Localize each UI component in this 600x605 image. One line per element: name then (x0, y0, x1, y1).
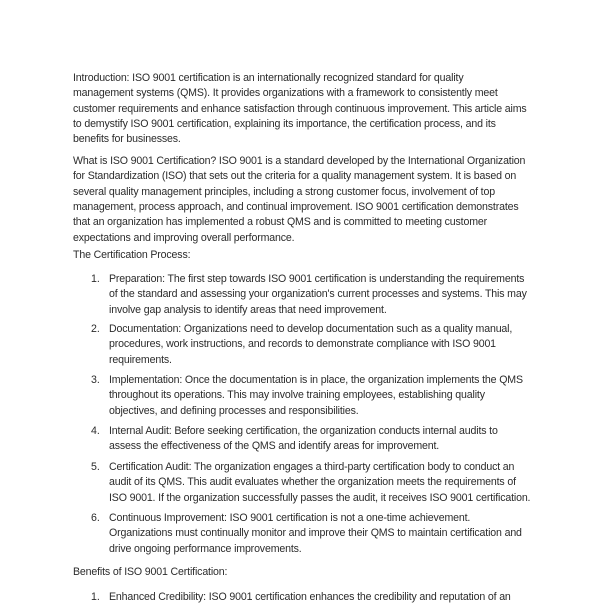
what-is-line: What is ISO 9001 Certification? ISO 9001 is a standard developed by the International Organization (73, 155, 526, 167)
step-line: procedures, work instructions, and records to demonstrate compliance with ISO 9001 (109, 338, 496, 351)
intro-line: Introduction: ISO 9001 certification is an internationally recognized standard for quality (73, 72, 464, 84)
step-line: of the standard and assessing your organization's current processes and systems. This may (109, 288, 527, 301)
intro-line: to demystify ISO 9001 certification, explaining its importance, the certification process, and its (73, 118, 496, 131)
section-heading: The Certification Process: (73, 249, 191, 261)
step-number: 5. (91, 461, 100, 473)
step-line: requirements. (109, 353, 172, 366)
section-heading: Benefits of ISO 9001 Certification: (73, 566, 228, 578)
step-line: audit of its QMS. This audit evaluates whether the organization meets the requirements of (109, 476, 516, 489)
step-line: Certification Audit: The organization engages a third-party certification body to conduct an (109, 461, 515, 473)
step-number: 6. (91, 512, 100, 524)
step-number: 2. (91, 323, 100, 335)
step-number: 4. (91, 425, 100, 437)
what-is-paragraph (73, 154, 543, 246)
what-is-line: management, process approach, and continual improvement. ISO 9001 certification demonstrates (73, 201, 519, 214)
step-line: Internal Audit: Before seeking certification, the organization conducts internal audits to (109, 425, 498, 437)
step-line: throughout its operations. This may involve training employees, establishing quality (109, 389, 485, 402)
intro-line: customer requirements and enhance satisfaction through continuous improvement. This article aims (73, 102, 527, 115)
step-line: drive ongoing performance improvements. (109, 542, 302, 555)
what-is-line: several quality management principles, including a strong customer focus, involvement of top (73, 185, 495, 198)
step-line: Preparation: The first step towards ISO 9001 certification is understanding the requirements (109, 273, 525, 285)
intro-line: benefits for businesses. (73, 133, 181, 146)
step-line: objectives, and defining processes and responsibilities. (109, 404, 359, 417)
step-line: involve gap analysis to identify areas that need improvement. (109, 303, 387, 316)
process-heading (73, 248, 543, 263)
benefit-number: 1. (91, 591, 100, 603)
benefits-heading (73, 565, 543, 580)
step-number: 3. (91, 374, 100, 386)
step-line: assess the effectiveness of the QMS and identify areas for improvement. (109, 440, 440, 453)
step-line: Implementation: Once the documentation is in place, the organization implements the QMS (109, 374, 523, 386)
step-line: Documentation: Organizations need to develop documentation such as a quality manual, (109, 323, 513, 335)
what-is-line: expectations and improving overall performance. (73, 231, 295, 244)
intro-paragraph (73, 71, 543, 148)
step-line: Organizations must continually monitor and improve their QMS to maintain certification and (109, 527, 522, 540)
intro-line: management systems (QMS). It provides organizations with a framework to consistently meet (73, 87, 498, 100)
step-line: ISO 9001. If the organization successfully passes the audit, it receives ISO 9001 certification. (109, 491, 531, 504)
what-is-line: for Standardization (ISO) that sets out the criteria for a quality management system. It is based on (73, 170, 517, 183)
what-is-line: that an organization has implemented a robust QMS and is committed to meeting customer (73, 216, 488, 229)
step-line: Continuous Improvement: ISO 9001 certification is not a one-time achievement. (109, 512, 471, 524)
step-number: 1. (91, 273, 100, 285)
benefit-line: Enhanced Credibility: ISO 9001 certification enhances the credibility and reputation of an (109, 591, 511, 603)
